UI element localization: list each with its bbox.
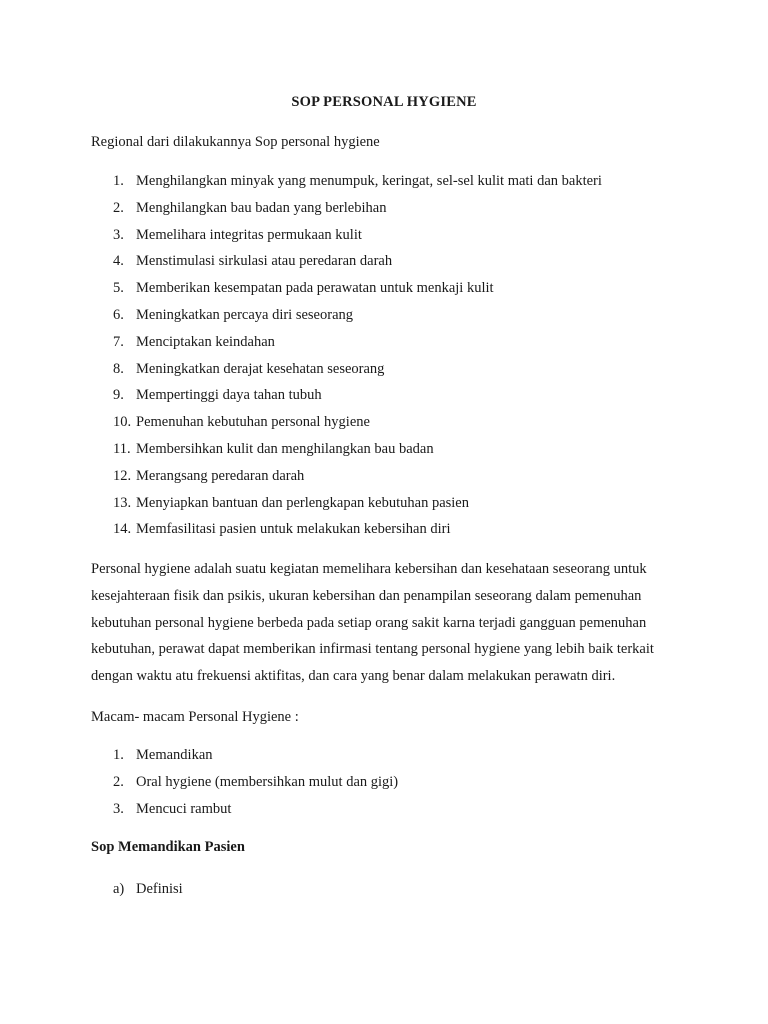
list-text: Mencuci rambut bbox=[136, 800, 232, 817]
list-text: Meningkatkan derajat kesehatan seseorang bbox=[136, 360, 385, 377]
list-text: Meningkatkan percaya diri seseorang bbox=[136, 306, 354, 323]
list-number: 2. bbox=[113, 199, 124, 216]
list-number: 10. bbox=[113, 414, 132, 431]
list-number: a) bbox=[113, 881, 125, 897]
list-number: 3. bbox=[113, 800, 124, 817]
list-number: 7. bbox=[113, 333, 124, 350]
document-title: SOP PERSONAL HYGIENE bbox=[291, 94, 477, 110]
list-text: Definisi bbox=[136, 881, 183, 897]
list-number: 1. bbox=[113, 173, 124, 189]
list-text: Menyiapkan bantuan dan perlengkapan kebutuhan pasien bbox=[136, 494, 469, 511]
list-number: 14. bbox=[113, 521, 132, 538]
list-text: Menstimulasi sirkulasi atau peredaran darah bbox=[136, 253, 393, 270]
paragraph-line: kesejahteraan fisik dan psikis, ukuran kebersihan dan penampilan seseorang dalam pemenuhan bbox=[91, 587, 642, 604]
paragraph-line: dengan waktu atu frekuensi aktifitas, dan cara yang benar dalam melakukan perawatn diri. bbox=[91, 668, 616, 685]
types-intro: Macam- macam Personal Hygiene : bbox=[91, 709, 299, 725]
intro-paragraph: Regional dari dilakukannya Sop personal hygiene bbox=[91, 134, 380, 150]
section-heading: Sop Memandikan Pasien bbox=[91, 839, 245, 855]
paragraph-line: Personal hygiene adalah suatu kegiatan memelihara kebersihan dan kesehataan seseorang untuk bbox=[91, 561, 647, 577]
list-text: Memberikan kesempatan pada perawatan untuk menkaji kulit bbox=[136, 280, 494, 297]
list-number: 8. bbox=[113, 360, 124, 377]
list-number: 1. bbox=[113, 747, 124, 763]
list-text: Menghilangkan bau badan yang berlebihan bbox=[136, 199, 387, 216]
list-number: 5. bbox=[113, 280, 124, 297]
list-number: 6. bbox=[113, 306, 124, 323]
list-number: 13. bbox=[113, 494, 132, 511]
list-number: 4. bbox=[113, 253, 124, 270]
paragraph-line: kebutuhan, perawat dapat memberikan infirmasi tentang personal hygiene yang lebih baik terkait bbox=[91, 641, 654, 658]
list-text: Mempertinggi daya tahan tubuh bbox=[136, 387, 322, 404]
list-number: 2. bbox=[113, 773, 124, 790]
paragraph-line: kebutuhan personal hygiene berbeda pada setiap orang sakit karna terjadi gangguan pemenuhan bbox=[91, 614, 647, 631]
list-text: Oral hygiene (membersihkan mulut dan gigi) bbox=[136, 773, 399, 790]
list-number: 3. bbox=[113, 226, 124, 243]
list-number: 11. bbox=[113, 440, 131, 457]
list-text: Memandikan bbox=[136, 747, 213, 763]
definition-paragraph bbox=[91, 556, 691, 690]
list-text: Merangsang peredaran darah bbox=[136, 467, 305, 484]
list-text: Membersihkan kulit dan menghilangkan bau badan bbox=[136, 440, 434, 457]
list-text: Memfasilitasi pasien untuk melakukan kebersihan diri bbox=[136, 521, 451, 538]
list-number: 9. bbox=[113, 387, 124, 404]
list-text: Memelihara integritas permukaan kulit bbox=[136, 226, 362, 243]
list-text: Menghilangkan minyak yang menumpuk, keringat, sel-sel kulit mati dan bakteri bbox=[136, 173, 602, 189]
list-number: 12. bbox=[113, 467, 132, 484]
list-text: Pemenuhan kebutuhan personal hygiene bbox=[136, 414, 370, 431]
list-text: Menciptakan keindahan bbox=[136, 333, 275, 350]
